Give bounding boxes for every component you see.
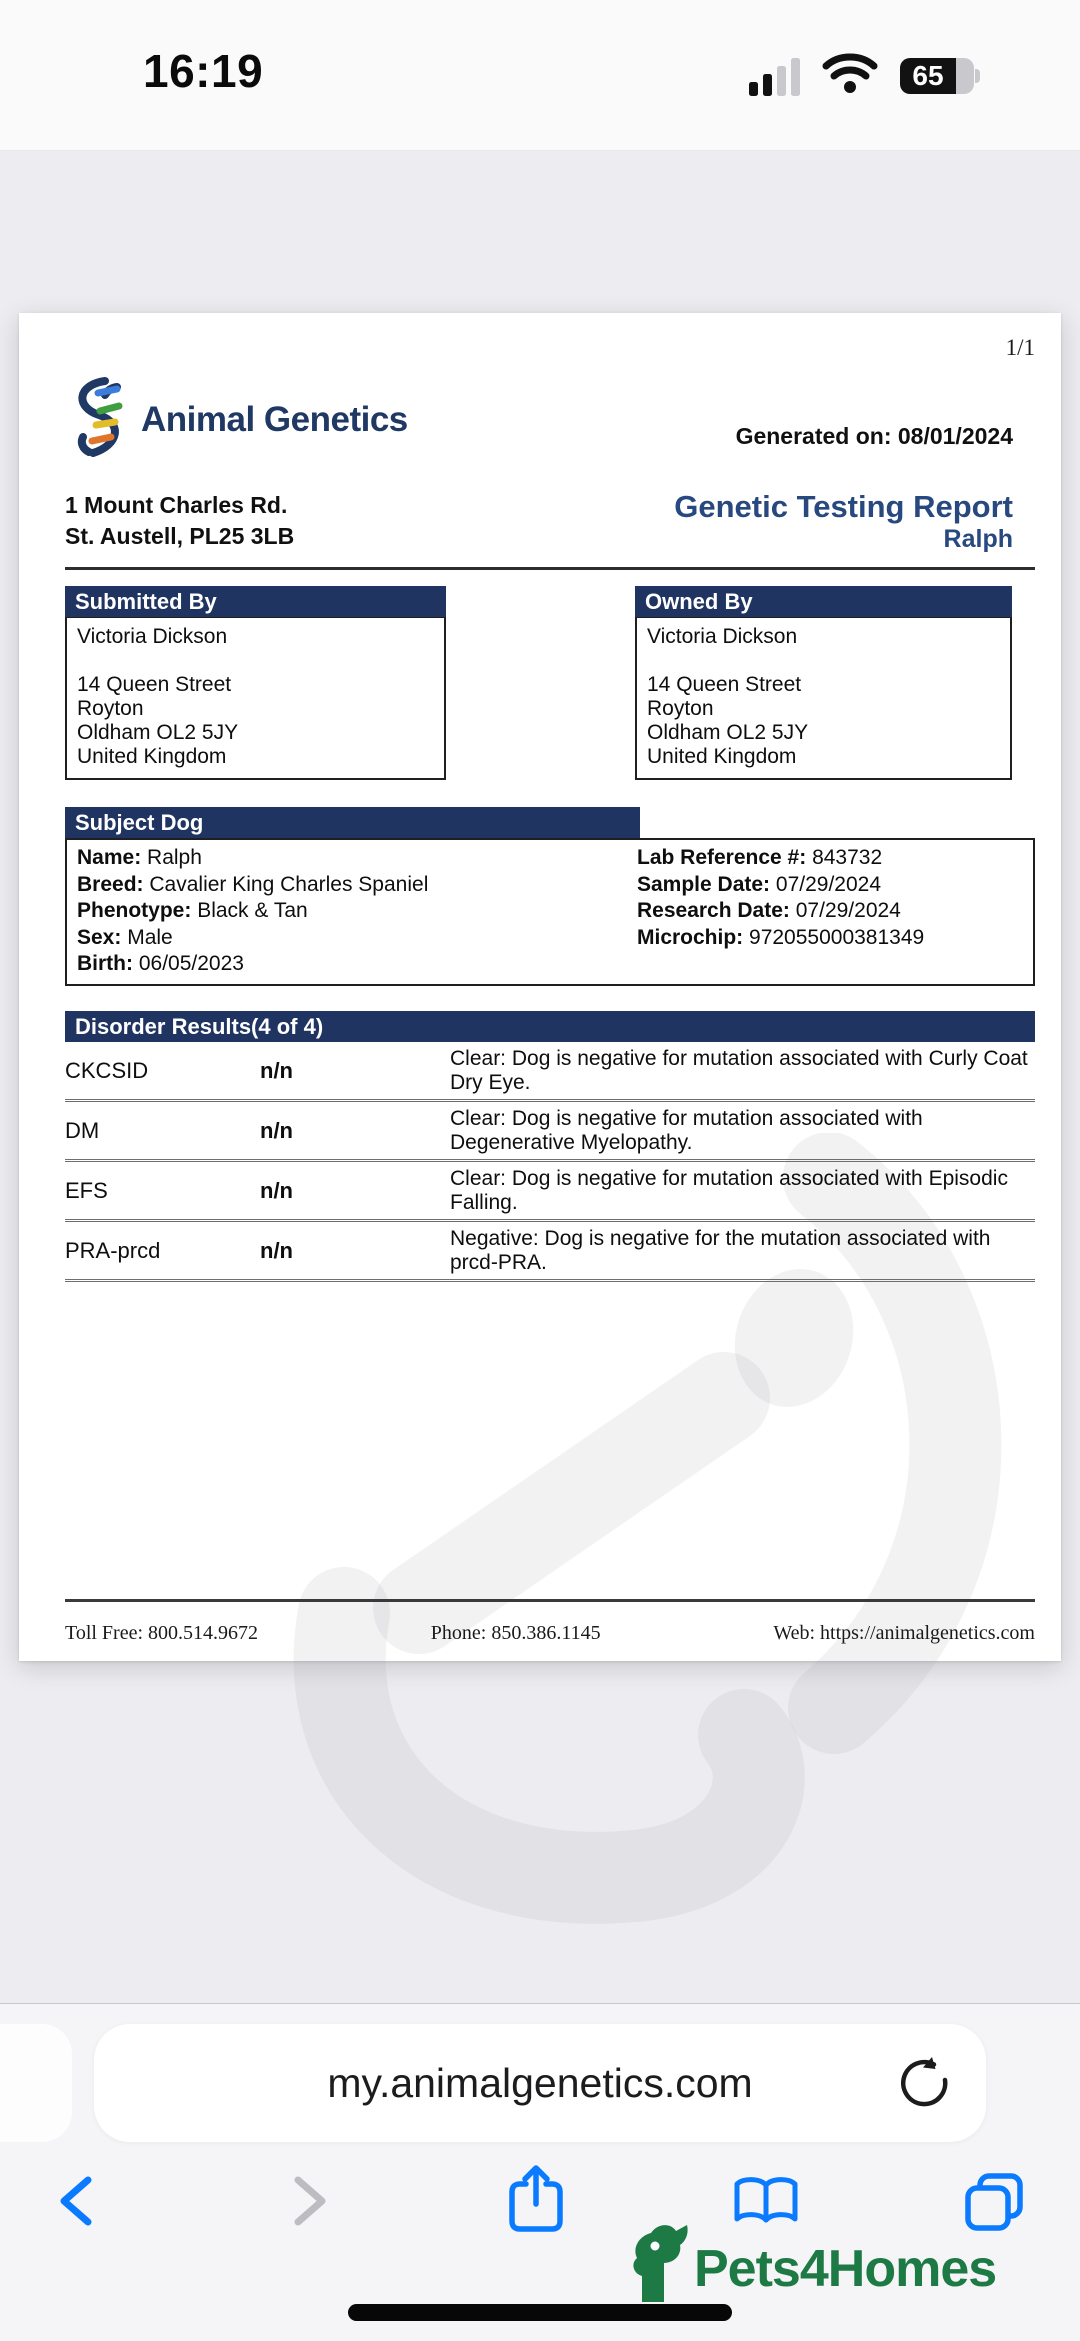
battery-percent: 65 — [900, 58, 956, 94]
subject-dog-header: Subject Dog — [65, 807, 640, 838]
bookmarks-icon[interactable] — [733, 2176, 799, 2231]
share-icon[interactable] — [507, 2164, 565, 2239]
home-indicator[interactable] — [348, 2304, 732, 2321]
phone: Phone: 850.386.1145 — [430, 1622, 601, 1644]
divider — [65, 567, 1035, 570]
table-row: CKCSID n/n Clear: Dog is negative for mutation associated with Curly Coat Dry Eye. — [65, 1042, 1035, 1102]
pets4homes-wordmark: Pets4Homes — [694, 2240, 997, 2298]
owned-by-box: Owned By Victoria Dickson 14 Queen Street Royton Oldham OL2 5JY United Kingdom — [635, 586, 1012, 780]
page-indicator: 1/1 — [1005, 335, 1035, 360]
table-row: PRA-prcd n/n Negative: Dog is negative for the mutation associated with prcd-PRA. — [65, 1222, 1035, 1282]
status-time: 16:19 — [143, 45, 264, 97]
table-row: DM n/n Clear: Dog is negative for mutation associated with Degenerative Myelopathy. — [65, 1102, 1035, 1162]
status-icons — [749, 52, 980, 99]
submitted-by-header: Submitted By — [65, 586, 446, 617]
owned-by-header: Owned By — [635, 586, 1012, 617]
cellular-signal-icon — [749, 56, 800, 96]
toll-free: Toll Free: 800.514.9672 — [65, 1622, 259, 1644]
pets4homes-dog-icon — [628, 2224, 688, 2307]
owner-name: Victoria Dickson — [647, 625, 798, 648]
pets4homes-logo — [628, 2224, 996, 2307]
generated-on: Generated on: 08/01/2024 — [735, 423, 1013, 449]
report-title: Genetic Testing Report — [674, 489, 1013, 524]
status-bar — [0, 0, 1080, 151]
previous-tab-peek[interactable] — [0, 2024, 72, 2142]
pdf-report-page — [19, 313, 1061, 1661]
url-text[interactable]: my.animalgenetics.com — [327, 2059, 753, 2106]
divider — [65, 1599, 1035, 1602]
disorder-results-section — [65, 1011, 1035, 1282]
wifi-icon — [822, 52, 878, 99]
table-row: EFS n/n Clear: Dog is negative for mutation associated with Episodic Falling. — [65, 1162, 1035, 1222]
forward-icon[interactable] — [288, 2176, 330, 2231]
battery-icon — [900, 58, 980, 94]
dna-helix-icon — [65, 375, 127, 464]
disorder-results-header: Disorder Results(4 of 4) — [65, 1011, 1035, 1042]
url-bar[interactable] — [94, 2024, 986, 2142]
back-icon[interactable] — [56, 2176, 98, 2231]
brand-name: Animal Genetics — [141, 399, 408, 439]
website: Web: https://animalgenetics.com — [773, 1622, 1035, 1644]
lab-address: 1 Mount Charles Rd. St. Austell, PL25 3LB — [65, 492, 295, 549]
animal-genetics-logo — [65, 375, 408, 464]
document-footer — [65, 1599, 1035, 1645]
submitted-by-box: Submitted By Victoria Dickson 14 Queen Street Royton Oldham OL2 5JY United Kingdom — [65, 586, 446, 780]
subject-dog-section: Subject Dog Name: Ralph Breed: Cavalier King Charles Spaniel Phenotype: Black & Tan Sex: Male Birth: 06/05/2023 Lab Reference #: 843732 Sample Date: 07/29/2024 Research Date: 07/29/2024 Microchip: 972055000381349 — [65, 807, 1035, 986]
submitter-name: Victoria Dickson — [77, 625, 228, 648]
reload-icon[interactable] — [898, 2056, 952, 2110]
report-subject-name: Ralph — [943, 525, 1013, 553]
